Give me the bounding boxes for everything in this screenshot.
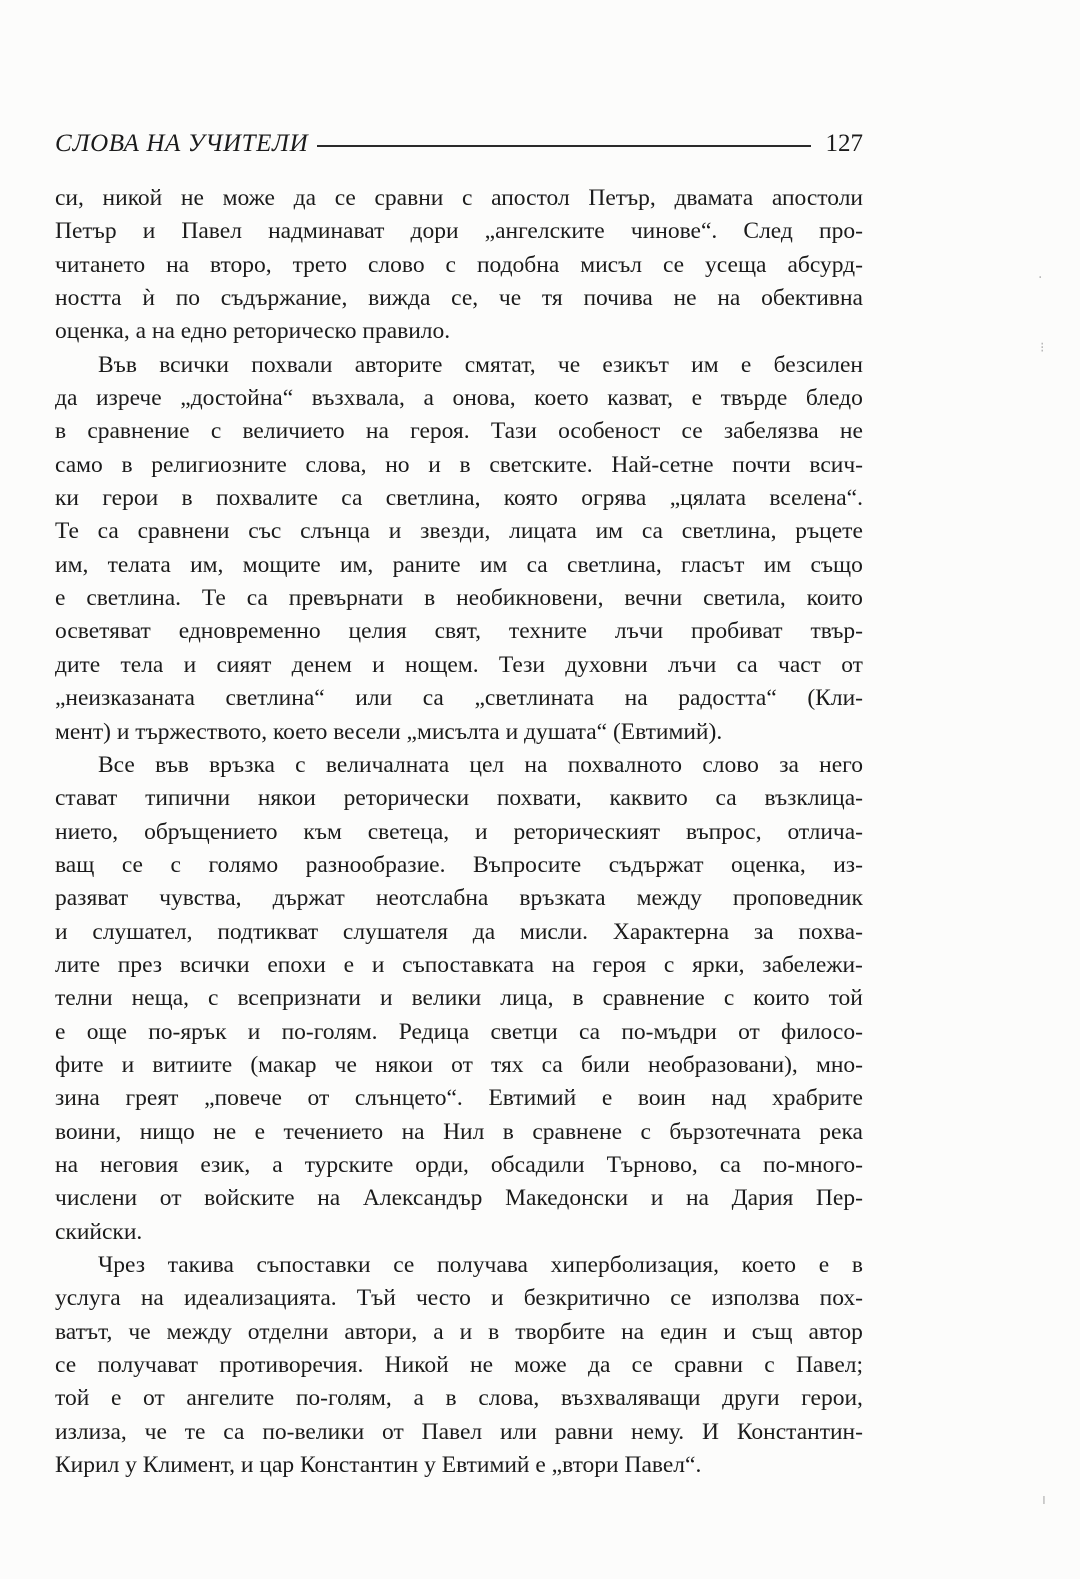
- text-line: и слушател, подтикват слушателя да мисли. Характерна за похва-: [55, 918, 863, 945]
- text-line: се получават противоречия. Никой не може да се сравни с Павел;: [55, 1352, 863, 1379]
- text-line: ватът, че между отделни автори, а и в творбите на един и същ автор: [55, 1318, 863, 1345]
- text-line: ки герои в похвалите са светлина, която огрява „цялата вселена“.: [55, 485, 863, 512]
- text-line: само в религиозните слова, но и в светските. Най-сетне почти всич-: [55, 451, 863, 478]
- text-line: воини, нищо не е течението на Нил в сравнене с бързотечната река: [55, 1118, 863, 1145]
- paragraph: [55, 349, 863, 749]
- text-line: фите и витиите (макар че някои от тях са били необразовани), мно-: [55, 1051, 863, 1078]
- margin-speck: ·: [1038, 270, 1043, 286]
- text-line: лите през всички епохи е и съпоставката на героя с ярки, забележи-: [55, 951, 863, 978]
- paragraph: [55, 182, 863, 349]
- text-line: разяват чувства, държат неотслабна връзката между проповедник: [55, 885, 863, 912]
- text-line: той е от ангелите по-голям, а в слова, възхваляващи други герои,: [55, 1385, 863, 1412]
- text-line: ността ѝ по съдържание, вижда се, че тя почива не на обективна: [55, 285, 863, 312]
- text-line: на неговия език, а турските орди, обсадили Търново, са по-много-: [55, 1151, 863, 1178]
- text-line: им, телата им, мощите им, раните им са светлина, гласът им също: [55, 551, 863, 578]
- paragraph: [55, 749, 863, 1249]
- text-line: дите тела и сияят денем и нощем. Тези духовни лъчи са част от: [55, 651, 863, 678]
- page-number: 127: [825, 130, 863, 157]
- text-line: е още по-ярък и по-голям. Редица светци са по-мъдри от филосо-: [55, 1018, 863, 1045]
- text-line: Кирил у Климент, и цар Константин у Евтимий е „втори Павел“.: [55, 1452, 702, 1479]
- text-line: Те са сравнени със слънца и звезди, лицата им са светлина, ръцете: [55, 518, 863, 545]
- text-line: „неизказаната светлина“ или са „светлината на радостта“ (Кли-: [55, 685, 863, 712]
- text-line: осветяват едновременно целия свят, техните лъчи пробиват твър-: [55, 618, 863, 645]
- text-line: си, никой не може да се сравни с апостол Петър, двамата апостоли: [55, 185, 863, 211]
- page-body: [55, 182, 863, 1482]
- text-line: в сравнение с величието на героя. Тази особеност се забелязва не: [55, 418, 863, 445]
- margin-speck: ⁝: [1040, 340, 1045, 356]
- text-line: излиза, че те са по-велики от Павел или равни нему. И Константин-: [55, 1418, 863, 1445]
- text-line: скийски.: [55, 1218, 143, 1245]
- page-header: [55, 124, 863, 164]
- text-line: числени от войските на Александър Македонски и на Дария Пер-: [55, 1185, 863, 1212]
- text-line: ващ се с голямо разнообразие. Въпросите съдържат оценка, из-: [55, 851, 863, 878]
- text-line: мент) и тържеството, което весели „мисълта и душата“ (Евтимий).: [55, 718, 723, 745]
- running-title: СЛОВА НА УЧИТЕЛИ: [55, 130, 309, 157]
- text-line: оценка, а на едно реторическо правило.: [55, 318, 451, 345]
- text-line: да изрече „достойна“ възхвала, а онова, което казват, е твърде бледо: [55, 385, 863, 412]
- text-line: зина греят „повече от слънцето“. Евтимий е воин над храбрите: [55, 1085, 863, 1112]
- text-line: Чрез такива съпоставки се получава хиперболизация, което е в: [98, 1252, 863, 1278]
- text-line: нието, обръщението към светеца, и реторическият въпрос, отлича-: [55, 818, 863, 845]
- header-rule: [317, 145, 811, 147]
- text-line: телни неща, с всепризнати и велики лица, в сравнение с които той: [55, 985, 863, 1012]
- margin-speck: ı: [1042, 1492, 1046, 1508]
- text-line: читането на второ, трето слово с подобна мисъл се усеща абсурд-: [55, 251, 863, 278]
- text-line: Все във връзка с величалната цел на похвалното слово за него: [98, 751, 863, 778]
- text-line: е светлина. Те са превърнати в необикновени, вечни светила, които: [55, 585, 863, 612]
- text-line: услуга на идеализацията. Тъй често и безкритично се използва пох-: [55, 1285, 863, 1312]
- text-line: стават типични някои реторически похвати, каквито са възклица-: [55, 785, 863, 812]
- text-line: Във всички похвали авторите смятат, че езикът им е безсилен: [98, 351, 863, 378]
- text-line: Петър и Павел надминават дори „ангелските чинове“. След про-: [55, 218, 863, 245]
- paragraph: [55, 1249, 863, 1482]
